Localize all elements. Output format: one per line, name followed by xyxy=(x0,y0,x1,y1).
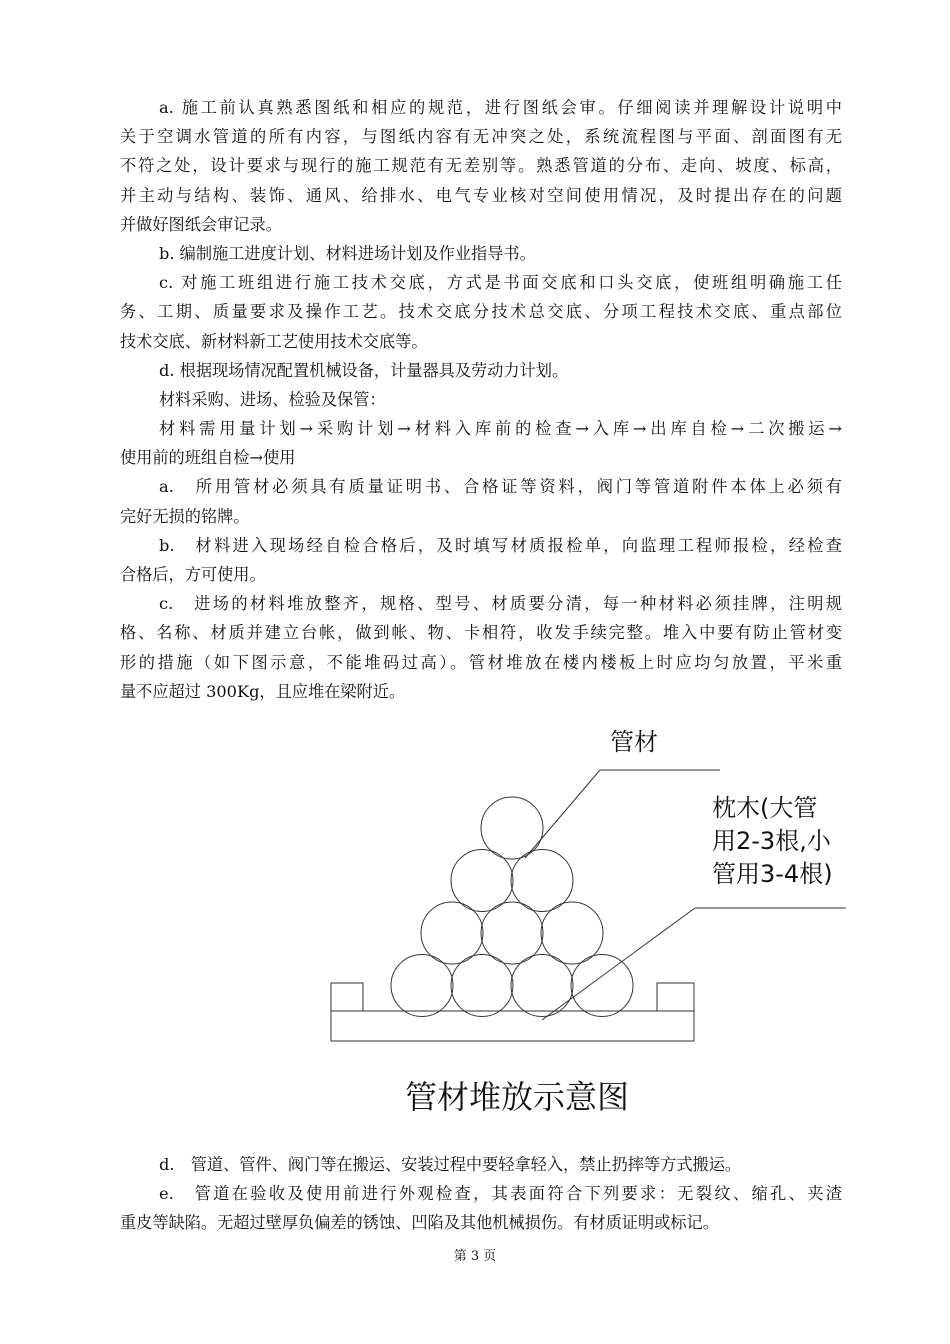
floor-slab xyxy=(331,1011,694,1041)
pipe-group xyxy=(391,797,633,1017)
pipe-circle xyxy=(481,902,543,964)
text-line: a. 施工前认真熟悉图纸和相应的规范，进行图纸会审。仔细阅读并理解设计说明中 xyxy=(159,98,842,117)
pipe-circle xyxy=(571,955,633,1017)
sleeper-right xyxy=(657,983,694,1011)
sleeper-label-line: 用2-3根,小 xyxy=(712,827,831,855)
page-number: 第 3 页 xyxy=(453,1249,497,1264)
sleeper-label-line: 管用3-4根) xyxy=(712,860,833,888)
pipe-leader-line xyxy=(525,770,600,858)
upper-paragraphs xyxy=(120,93,842,706)
sleeper-label-line: 枕木(大管 xyxy=(712,794,818,822)
pipe-circle xyxy=(391,955,453,1017)
text-line: c. 对施工班组进行施工技术交底，方式是书面交底和口头交底，使班组明确施工任 xyxy=(159,273,842,293)
lower-paragraphs xyxy=(120,1150,842,1238)
pipe-label: 管材 xyxy=(610,728,658,756)
text-line: 格、名称、材质并建立台帐，做到帐、物、卡相符，收发手续完整。堆入中要有防止管材变 xyxy=(120,623,842,643)
pipe-circle xyxy=(451,955,513,1017)
text-line: c. 进场的材料堆放整齐，规格、型号、材质要分清，每一种材料必须挂牌，注明规 xyxy=(159,594,842,614)
pipe-circle xyxy=(511,955,573,1017)
text-line: b. 材料进入现场经自检合格后，及时填写材质报检单，向监理工程师报检，经检查 xyxy=(159,535,842,555)
text-line: d. 管道、管件、阀门等在搬运、安装过程中要轻拿轻入，禁止扔摔等方式搬运。 xyxy=(159,1155,742,1174)
text-line: e. 管道在验收及使用前进行外观检查，其表面符合下列要求：无裂纹、缩孔、夹渣 xyxy=(159,1184,842,1204)
text-line: d. 根据现场情况配置机械设备，计量器具及劳动力计划。 xyxy=(159,360,569,380)
text-line: 并主动与结构、装饰、通风、给排水、电气专业核对空间使用情况，及时提出存在的问题 xyxy=(120,185,842,205)
text-line: 关于空调水管道的所有内容，与图纸内容有无冲突之处，系统流程图与平面、剖面图有无 xyxy=(120,127,842,147)
pipe-circle xyxy=(421,902,483,964)
text-line: a. 所用管材必须具有质量证明书、合格证等资料，阀门等管道附件本体上必须有 xyxy=(159,477,842,497)
text-line: 并做好图纸会审记录。 xyxy=(120,214,282,234)
pipe-circle xyxy=(511,850,573,912)
text-line: 使用前的班组自检→使用 xyxy=(120,448,296,468)
text-line: 形的措施（如下图示意，不能堆码过高）。管材堆放在楼内楼板上时应均匀放置，平米重 xyxy=(120,652,842,672)
text-line: 量不应超过 300Kg，且应堆在梁附近。 xyxy=(120,681,406,701)
pipe-stack-diagram xyxy=(320,760,860,1060)
text-line: 务、工期、质量要求及操作工艺。技术交底分技术总交底、分项工程技术交底、重点部位 xyxy=(120,302,842,322)
text-line: 技术交底、新材料新工艺使用技术交底等。 xyxy=(120,331,428,351)
pipe-circle xyxy=(481,797,543,859)
pipe-circle xyxy=(451,850,513,912)
text-line: 完好无损的铭牌。 xyxy=(120,506,250,526)
pipe-circle xyxy=(541,902,603,964)
text-line: 材料采购、进场、检验及保管： xyxy=(159,389,386,409)
text-line: 重皮等缺陷。无超过壁厚负偏差的锈蚀、凹陷及其他机械损伤。有材质证明或标记。 xyxy=(120,1213,719,1233)
figure-caption: 管材堆放示意图 xyxy=(404,1078,629,1116)
sleeper-left xyxy=(331,983,363,1011)
text-line: b. 编制施工进度计划、材料进场计划及作业指导书。 xyxy=(159,243,536,263)
text-line: 材料需用量计划→采购计划→材料入库前的检查→入库→出库自检→二次搬运→ xyxy=(159,419,842,439)
text-line: 合格后，方可使用。 xyxy=(120,565,266,584)
text-line: 不符之处，设计要求与现行的施工规范有无差别等。熟悉管道的分布、走向、坡度、标高， xyxy=(120,156,842,176)
